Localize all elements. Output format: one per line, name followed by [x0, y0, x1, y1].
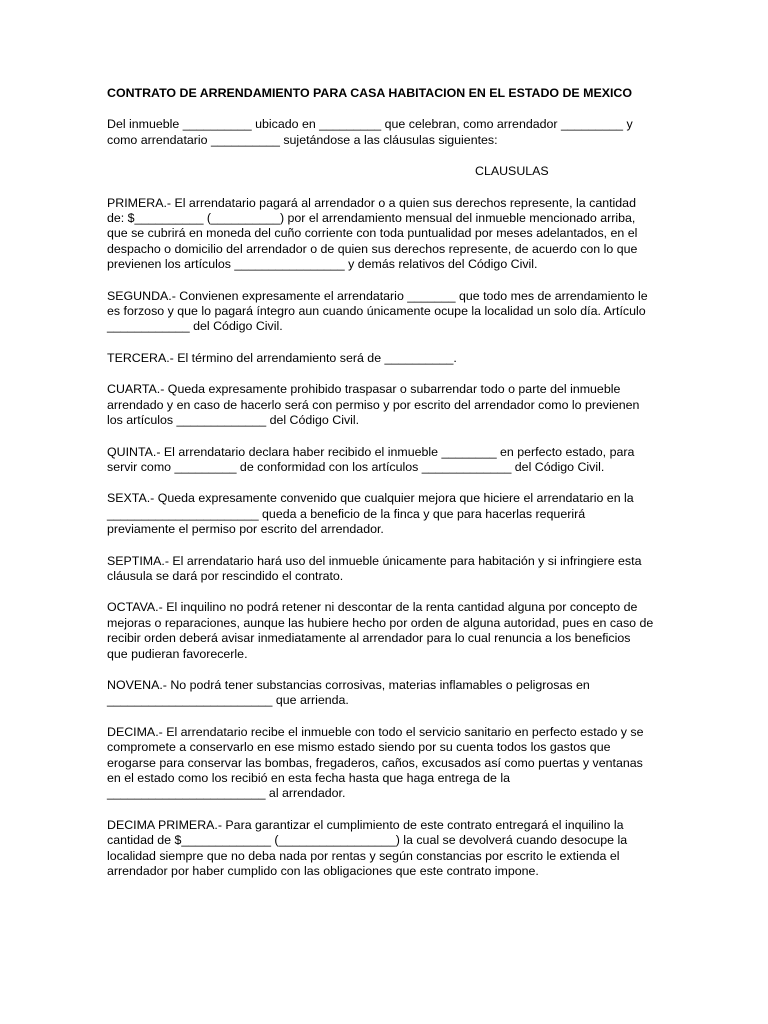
clause-line: es forzoso y que lo pagará íntegro aun cuando únicamente ocupe la localidad un solo día. Artículo — [107, 304, 646, 319]
clause-line: ________________________ que arrienda. — [107, 693, 349, 708]
clause-sexta — [107, 491, 667, 537]
clause-septima — [107, 554, 667, 585]
clause-line: localidad siempre que no deba nada por rentas y según constancias por escrito le extienda el — [107, 848, 620, 863]
clause-cuarta — [107, 382, 667, 428]
clause-line: compromete a conservarlo en ese mismo estado siendo por su cuenta todos los gastos que — [107, 740, 611, 755]
clause-line: arrendado y en caso de hacerlo será con permiso y por escrito del arrendador como lo previenen — [107, 397, 640, 412]
clause-tercera — [107, 351, 667, 366]
clause-line: cláusula se dará por rescindido el contrato. — [107, 568, 344, 583]
clause-line: previamente el permiso por escrito del arrendador. — [107, 522, 384, 537]
clause-line: QUINTA.- El arrendatario declara haber recibido el inmueble ________ en perfecto estado, para — [107, 444, 635, 459]
clause-line: mejoras o reparaciones, aunque las hubiere hecho por orden de alguna autoridad, pues en caso de — [107, 615, 654, 630]
clause-line: los artículos _____________ del Código Civil. — [107, 413, 360, 428]
clauses-list — [107, 196, 667, 880]
clause-novena — [107, 678, 667, 709]
clause-line: en el estado como los recibió en esta fecha hasta que haga entrega de la — [107, 771, 510, 785]
section-heading: CLAUSULAS — [475, 164, 549, 179]
clause-line: ____________ del Código Civil. — [107, 319, 283, 334]
clause-line: cantidad de $_____________ (_________________) la cual se devolverá cuando desocupe la — [107, 833, 628, 848]
clause-line: erogarse para conservar las bombas, fregaderos, caños, excusados así como puertas y ventanas — [107, 755, 643, 770]
intro-paragraph — [107, 117, 667, 148]
clause-line: SEXTA.- Queda expresamente convenido que cualquier mejora que hiciere el arrendatario en la — [107, 491, 634, 506]
clause-line: servir como _________ de conformidad con los artículos _____________ del Código Civil. — [107, 459, 605, 474]
clause-segunda — [107, 289, 667, 335]
clause-primera — [107, 196, 667, 273]
clause-line: SEGUNDA.- Convienen expresamente el arrendatario _______ que todo mes de arrendamiento le — [107, 288, 648, 303]
intro-line: Del inmueble __________ ubicado en _________ que celebran, como arrendador _________ y — [107, 117, 633, 132]
clause-line: despacho o domicilio del arrendador o de quien sus derechos represente, de acuerdo con lo que — [107, 241, 638, 256]
clause-line: CUARTA.- Queda expresamente prohibido traspasar o subarrendar todo o parte del inmueble — [107, 382, 621, 397]
clause-line: previenen los artículos ________________ y demás relativos del Código Civil. — [107, 257, 538, 272]
clause-decima-primera — [107, 818, 667, 880]
intro-line: como arrendatario __________ sujetándose a las cláusulas siguientes: — [107, 132, 498, 147]
clause-quinta — [107, 445, 667, 476]
clause-line: PRIMERA.- El arrendatario pagará al arrendador o a quien sus derechos represente, la cantidad — [107, 195, 636, 210]
clause-line: TERCERA.- El término del arrendamiento será de __________. — [107, 350, 457, 365]
clause-line: que se cubrirá en moneda del cuño corriente con toda puntualidad por meses adelantados, en el — [107, 226, 638, 241]
clause-line: OCTAVA.- El inquilino no podrá retener ni descontar de la renta cantidad alguna por concepto de — [107, 600, 638, 615]
clause-line: SEPTIMA.- El arrendatario hará uso del inmueble únicamente para habitación y si infringiere esta — [107, 553, 642, 568]
clause-line: arrendador por haber cumplido con las obligaciones que este contrato impone. — [107, 864, 539, 879]
clause-line: DECIMA.- El arrendatario recibe el inmueble con todo el servicio sanitario en perfecto estado y se — [107, 724, 644, 739]
clause-line: _______________________ al arrendador. — [107, 786, 346, 801]
clause-line: que pudieran favorecerle. — [107, 646, 248, 661]
clause-line: recibir orden deberá avisar inmediatamente al arrendador para lo cual renuncia a los beneficios — [107, 631, 631, 646]
clause-line: ______________________ queda a beneficio de la finca y que para hacerlas requerirá — [107, 506, 586, 521]
clause-line: DECIMA PRIMERA.- Para garantizar el cumplimiento de este contrato entregará el inquilino la — [107, 817, 624, 832]
document-title: CONTRATO DE ARRENDAMIENTO PARA CASA HABITACION EN EL ESTADO DE MEXICO — [107, 86, 633, 100]
clause-line: NOVENA.- No podrá tener substancias corrosivas, materias inflamables o peligrosas en — [107, 677, 590, 692]
clause-line: de: $__________ (__________) por el arrendamiento mensual del inmueble mencionado arriba, — [107, 211, 636, 226]
clause-decima — [107, 725, 667, 802]
clause-octava — [107, 600, 667, 662]
document-body — [107, 86, 667, 895]
